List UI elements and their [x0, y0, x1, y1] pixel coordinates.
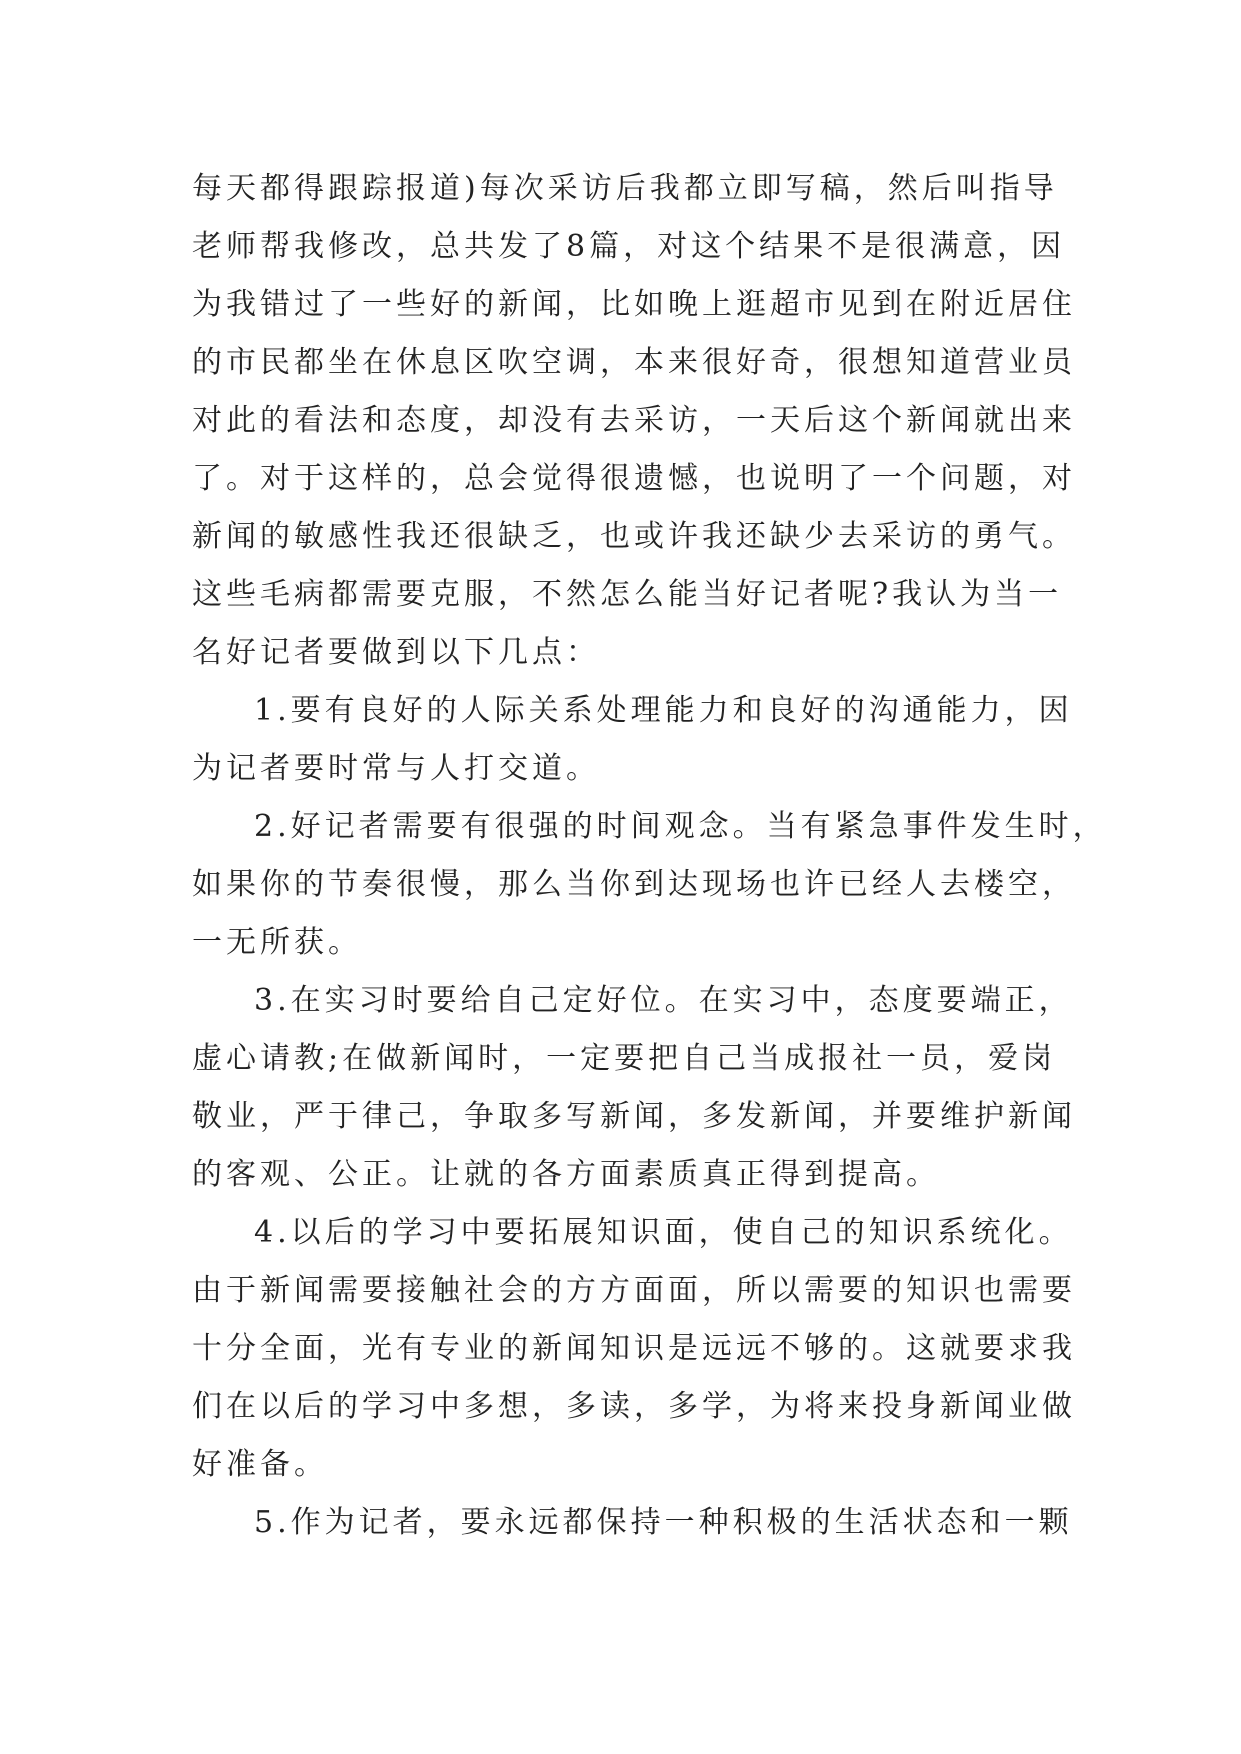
list-item-4-line: 4.以后的学习中要拓展知识面，使自己的知识系统化。 — [254, 1215, 1073, 1250]
list-item-1-line: 1.要有良好的人际关系处理能力和良好的沟通能力，因 — [254, 693, 1073, 728]
text-line: 这些毛病都需要克服，不然怎么能当好记者呢?我认为当一 — [192, 577, 1063, 612]
text-line: 们在以后的学习中多想，多读，多学，为将来投身新闻业做 — [192, 1389, 1076, 1424]
body-text — [192, 160, 1107, 1552]
text-line: 由于新闻需要接触社会的方方面面，所以需要的知识也需要 — [192, 1273, 1076, 1308]
text-line: 一无所获。 — [192, 925, 362, 960]
list-item-5-line: 5.作为记者，要永远都保持一种积极的生活状态和一颗 — [254, 1505, 1073, 1540]
text-line: 每天都得跟踪报道)每次采访后我都立即写稿，然后叫指导 — [192, 171, 1058, 206]
text-line: 了。对于这样的，总会觉得很遗憾，也说明了一个问题，对 — [192, 461, 1076, 496]
text-line: 十分全面，光有专业的新闻知识是远远不够的。这就要求我 — [192, 1331, 1076, 1366]
text-line: 为记者要时常与人打交道。 — [192, 751, 600, 786]
text-line: 好准备。 — [192, 1447, 328, 1482]
text-line: 敬业，严于律己，争取多写新闻，多发新闻，并要维护新闻 — [192, 1099, 1076, 1134]
list-item-3-line: 3.在实习时要给自己定好位。在实习中，态度要端正， — [254, 983, 1073, 1018]
text-line: 为我错过了一些好的新闻，比如晚上逛超市见到在附近居住 — [192, 287, 1076, 322]
list-item-2-line: 2.好记者需要有很强的时间观念。当有紧急事件发生时， — [254, 809, 1107, 844]
text-line: 名好记者要做到以下几点： — [192, 635, 600, 670]
text-line: 老师帮我修改，总共发了8篇，对这个结果不是很满意，因 — [192, 229, 1066, 264]
text-line: 虚心请教;在做新闻时，一定要把自己当成报社一员，爱岗 — [192, 1041, 1057, 1076]
text-line: 新闻的敏感性我还很缺乏，也或许我还缺少去采访的勇气。 — [192, 519, 1076, 554]
text-line: 的客观、公正。让就的各方面素质真正得到提高。 — [192, 1157, 940, 1192]
text-line: 对此的看法和态度，却没有去采访，一天后这个新闻就出来 — [192, 403, 1076, 438]
text-line: 的市民都坐在休息区吹空调，本来很好奇，很想知道营业员 — [192, 345, 1076, 380]
text-line: 如果你的节奏很慢，那么当你到达现场也许已经人去楼空， — [192, 867, 1076, 902]
